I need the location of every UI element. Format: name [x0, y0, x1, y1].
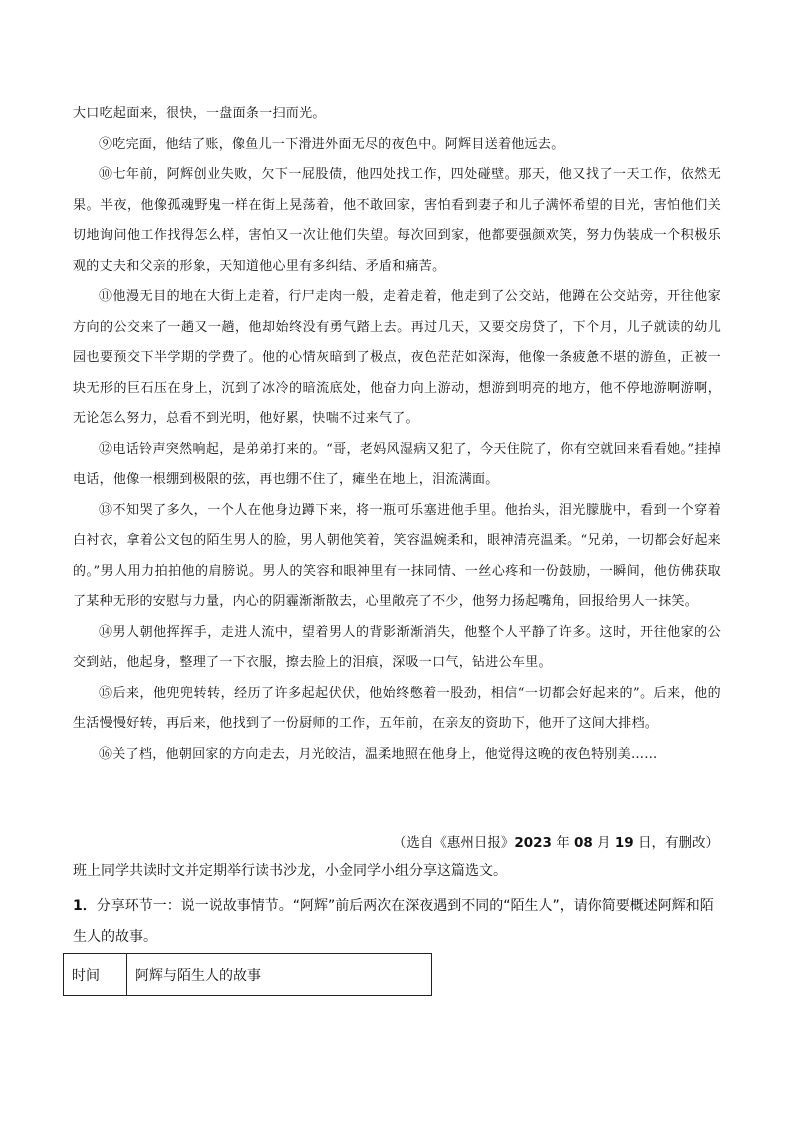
paragraph-11: ⑪他漫无目的地在大街上走着，行尸走肉一般，走着走着，他走到了公交站，他蹲在公交站旁，开往他家方向的公交来了一趟又一趟，他却始终没有勇气踏上去。再过几天，又要交房贷了，下个月，儿子就读的幼儿园也要预交下半学期的学费了。他的心情灰暗到了极点，夜色茫茫如深海，他像一条疲惫不堪的游鱼，正被一块无形的巨石压在身上，沉到了冰冷的暗流底处，他奋力向上游动，想游到明亮的地方，他不停地游啊游啊，无论怎么努力，总看不到光明，他好累，快喘不过来气了。	[73, 289, 721, 426]
source-suffix: 日，有删改）	[633, 835, 719, 851]
source-citation	[73, 829, 719, 857]
table-header-time: 时间	[64, 954, 127, 996]
table-header-row	[64, 954, 432, 996]
answer-table	[63, 953, 432, 996]
source-month: 08	[574, 835, 593, 851]
paragraph-14: ⑭男人朝他挥挥手，走进人流中，望着男人的背影渐渐消失，他整个人平静了许多。这时，开往他家的公交到站，他起身，整理了一下衣服，擦去脸上的泪痕，深吸一口气，钻进公车里。	[73, 624, 721, 670]
paragraph-10: ⑩七年前，阿辉创业失败，欠下一屁股债，他四处找工作，四处碰壁。那天，他又找了一天工作，依然无果。半夜，他像孤魂野鬼一样在街上晃荡着，他不敢回家，害怕看到妻子和儿子满怀希望的目光，害怕他们关切地询问他工作找得怎么样，害怕又一次让他们失望。每次回到家，他都要强颜欢笑，努力伪装成一个积极乐观的丈夫和父亲的形象，天知道他心里有多纠结、矛盾和痛苦。	[73, 167, 721, 274]
source-day: 19	[614, 835, 634, 851]
source-month-unit: 月	[592, 835, 615, 851]
question-number: 1．	[73, 898, 97, 914]
source-year: 2023	[514, 835, 552, 851]
source-prefix: （选自《惠州日报》	[392, 835, 515, 851]
paragraph-9: ⑨吃完面，他结了账，像鱼儿一下滑进外面无尽的夜色中。阿辉目送着他远去。	[99, 136, 565, 152]
question-1	[73, 891, 723, 953]
paragraph-12: ⑫电话铃声突然响起，是弟弟打来的。“哥，老妈风湿病又犯了，今天住院了，你有空就回来看看她。”挂掉电话，他像一根绷到极限的弦，再也绷不住了，瘫坐在地上，泪流满面。	[73, 441, 721, 487]
paragraph-continued: 大口吃起面来，很快，一盘面条一扫而光。	[73, 106, 326, 121]
paragraph-16: ⑯关了档，他朝回家的方向走去，月光皎洁，温柔地照在他身上，他觉得这晚的夜色特别美……	[99, 746, 658, 762]
table-header-story: 阿辉与陌生人的故事	[127, 954, 432, 996]
reading-salon-intro: 班上同学共读时文并定期举行读书沙龙，小金同学小组分享这篇选文。	[73, 863, 507, 879]
question-text: 分享环节一：说一说故事情节。“阿辉”前后两次在深夜遇到不同的“陌生人”，请你简要概述阿辉和陌生人的故事。	[73, 898, 714, 945]
paragraph-13: ⑬不知哭了多久，一个人在他身边蹲下来，将一瓶可乐塞进他手里。他抬头，泪光朦胧中，看到一个穿着白衬衣，拿着公文包的陌生男人的脸，男人朝他笑着，笑容温婉柔和，眼神清亮温柔。“兄弟，一切都会好起来的。”男人用力拍拍他的肩膀说。男人的笑容和眼神里有一抹同情、一丝心疼和一份鼓励，一瞬间，他仿佛获取了某种无形的安慰与力量，内心的阴霾渐渐散去，心里敞亮了不少，他努力扬起嘴角，回报给男人一抹笑。	[73, 502, 721, 609]
paragraph-15: ⑮后来，他兜兜转转，经历了许多起起伏伏，他始终憋着一股劲，相信“一切都会好起来的”。后来，他的生活慢慢好转，再后来，他找到了一份厨师的工作，五年前，在亲友的资助下，他开了这间大排档。	[73, 685, 721, 731]
story-text	[73, 99, 721, 770]
source-year-unit: 年	[551, 835, 575, 851]
